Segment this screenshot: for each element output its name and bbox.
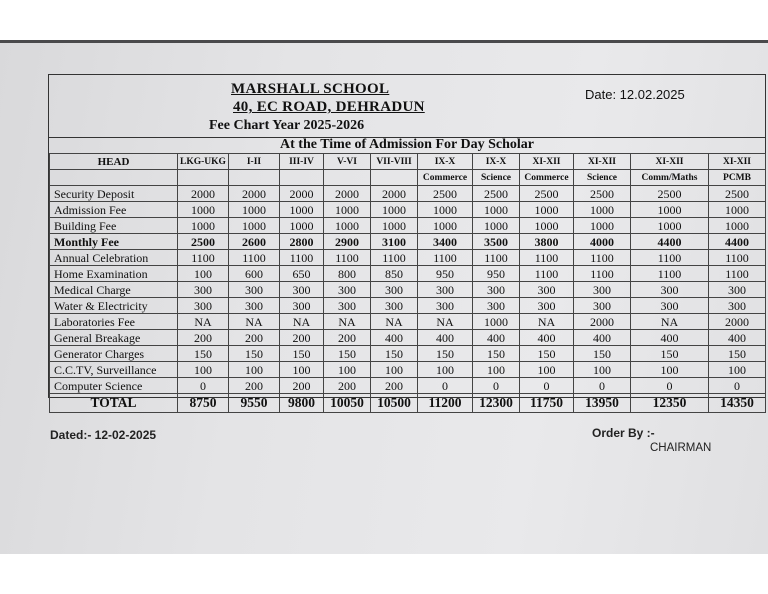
- fee-cell: 100: [631, 362, 709, 378]
- fee-cell: 300: [178, 282, 229, 298]
- fee-cell: 0: [709, 378, 766, 394]
- column-header: LKG-UKG: [178, 154, 229, 170]
- row-label: Home Examination: [50, 266, 178, 282]
- school-address: 40, EC ROAD, DEHRADUN: [233, 99, 425, 115]
- fee-cell: 300: [574, 282, 631, 298]
- fee-cell: 1100: [520, 266, 574, 282]
- dated-footer: Dated:- 12-02-2025: [50, 428, 157, 442]
- paper-top-edge: [0, 40, 768, 43]
- fee-cell: 800: [324, 266, 371, 282]
- fee-cell: 0: [418, 378, 473, 394]
- column-header: V-VI: [324, 154, 371, 170]
- table-row: [50, 250, 766, 266]
- document-date: Date: 12.02.2025: [585, 87, 685, 102]
- fee-cell: 150: [520, 346, 574, 362]
- chairman-signatory: CHAIRMAN: [650, 442, 712, 454]
- fee-cell: 0: [631, 378, 709, 394]
- fee-cell: 300: [280, 282, 324, 298]
- fee-cell: 100: [418, 362, 473, 378]
- fee-cell: 1100: [229, 250, 280, 266]
- fee-cell: 1000: [631, 218, 709, 234]
- row-label: Medical Charge: [50, 282, 178, 298]
- fee-cell: 1000: [520, 218, 574, 234]
- fee-cell: 1000: [280, 218, 324, 234]
- fee-cell: 300: [280, 298, 324, 314]
- column-subheader: Comm/Maths: [631, 170, 709, 186]
- fee-cell: 10500: [371, 394, 418, 413]
- fee-cell: 1000: [229, 202, 280, 218]
- fee-cell: 2000: [574, 314, 631, 330]
- total-row: [50, 394, 766, 413]
- fee-cell: 1000: [371, 202, 418, 218]
- fee-cell: 100: [520, 362, 574, 378]
- fee-cell: 2500: [520, 186, 574, 202]
- document-header: [49, 75, 765, 138]
- fee-cell: 1100: [520, 250, 574, 266]
- fee-cell: 2000: [280, 186, 324, 202]
- column-subheader: [324, 170, 371, 186]
- fee-cell: 8750: [178, 394, 229, 413]
- table-row: [50, 362, 766, 378]
- fee-cell: 2500: [709, 186, 766, 202]
- fee-cell: 300: [178, 298, 229, 314]
- column-subheader-row: [50, 170, 766, 186]
- fee-cell: 300: [709, 282, 766, 298]
- column-subheader: Commerce: [520, 170, 574, 186]
- fee-cell: 1100: [418, 250, 473, 266]
- fee-cell: 2500: [178, 234, 229, 250]
- fee-cell: 100: [229, 362, 280, 378]
- fee-cell: 1000: [473, 314, 520, 330]
- fee-cell: 1100: [324, 250, 371, 266]
- fee-cell: 2000: [371, 186, 418, 202]
- fee-cell: 1000: [520, 202, 574, 218]
- column-subheader: [280, 170, 324, 186]
- fee-cell: 2800: [280, 234, 324, 250]
- fee-cell: 1000: [574, 218, 631, 234]
- bottom-margin: [0, 554, 768, 594]
- fee-cell: 12300: [473, 394, 520, 413]
- fee-cell: 100: [371, 362, 418, 378]
- top-margin: [0, 0, 768, 42]
- column-subheader: Science: [473, 170, 520, 186]
- order-by-label: Order By :-: [592, 426, 655, 440]
- fee-cell: 150: [631, 346, 709, 362]
- fee-cell: 200: [229, 330, 280, 346]
- fee-cell: 2000: [709, 314, 766, 330]
- column-header: I-II: [229, 154, 280, 170]
- fee-cell: 1100: [709, 250, 766, 266]
- fee-cell: 200: [280, 330, 324, 346]
- fee-cell: 1000: [418, 218, 473, 234]
- fee-cell: 400: [371, 330, 418, 346]
- fee-cell: 11200: [418, 394, 473, 413]
- table-row: [50, 298, 766, 314]
- fee-cell: 200: [324, 378, 371, 394]
- fee-cell: 0: [574, 378, 631, 394]
- fee-cell: 1100: [371, 250, 418, 266]
- fee-cell: 9550: [229, 394, 280, 413]
- fee-cell: 3400: [418, 234, 473, 250]
- fee-cell: 100: [178, 266, 229, 282]
- fee-cell: 1000: [324, 218, 371, 234]
- fee-cell: 100: [473, 362, 520, 378]
- column-header: VII-VIII: [371, 154, 418, 170]
- table-row: [50, 282, 766, 298]
- fee-cell: 2900: [324, 234, 371, 250]
- fee-cell: 300: [520, 282, 574, 298]
- fee-cell: 100: [709, 362, 766, 378]
- column-subheader: [178, 170, 229, 186]
- fee-cell: 11750: [520, 394, 574, 413]
- fee-cell: 1000: [280, 202, 324, 218]
- fee-cell: NA: [371, 314, 418, 330]
- fee-cell: 14350: [709, 394, 766, 413]
- column-header: IX-X: [473, 154, 520, 170]
- fee-cell: 300: [709, 298, 766, 314]
- fee-cell: 1000: [473, 218, 520, 234]
- school-name: MARSHALL SCHOOL: [231, 81, 390, 97]
- fee-rows: [50, 186, 766, 413]
- head-column-subheader: [50, 170, 178, 186]
- fee-cell: 300: [324, 282, 371, 298]
- fee-cell: 300: [324, 298, 371, 314]
- fee-cell: 1000: [709, 218, 766, 234]
- fee-cell: 300: [371, 298, 418, 314]
- fee-cell: 1000: [229, 218, 280, 234]
- fee-cell: 1100: [631, 266, 709, 282]
- fee-cell: 2500: [574, 186, 631, 202]
- fee-cell: 1100: [178, 250, 229, 266]
- column-header: XI-XII: [520, 154, 574, 170]
- table-row: [50, 314, 766, 330]
- fee-cell: 0: [178, 378, 229, 394]
- fee-cell: 2500: [418, 186, 473, 202]
- head-column-header: HEAD: [50, 154, 178, 170]
- fee-cell: NA: [520, 314, 574, 330]
- fee-cell: 150: [709, 346, 766, 362]
- row-label: Laboratories Fee: [50, 314, 178, 330]
- fee-cell: 300: [574, 298, 631, 314]
- fee-cell: 100: [574, 362, 631, 378]
- fee-cell: 1100: [574, 266, 631, 282]
- fee-cell: 0: [473, 378, 520, 394]
- fee-cell: 1100: [280, 250, 324, 266]
- column-subheader: Commerce: [418, 170, 473, 186]
- fee-cell: 1000: [473, 202, 520, 218]
- fee-cell: 300: [631, 282, 709, 298]
- fee-cell: 1000: [631, 202, 709, 218]
- fee-cell: 300: [229, 298, 280, 314]
- fee-cell: 1000: [324, 202, 371, 218]
- fee-cell: 100: [280, 362, 324, 378]
- fee-cell: 150: [280, 346, 324, 362]
- fee-cell: NA: [229, 314, 280, 330]
- fee-cell: 4400: [631, 234, 709, 250]
- fee-cell: 650: [280, 266, 324, 282]
- column-header: III-IV: [280, 154, 324, 170]
- row-label: Annual Celebration: [50, 250, 178, 266]
- fee-cell: 300: [229, 282, 280, 298]
- fee-cell: 200: [371, 378, 418, 394]
- fee-cell: 100: [178, 362, 229, 378]
- fee-cell: NA: [178, 314, 229, 330]
- fee-chart-year: Fee Chart Year 2025-2026: [209, 118, 365, 133]
- fee-cell: 150: [324, 346, 371, 362]
- row-label: General Breakage: [50, 330, 178, 346]
- fee-cell: 2600: [229, 234, 280, 250]
- fee-cell: NA: [418, 314, 473, 330]
- fee-cell: 300: [520, 298, 574, 314]
- fee-cell: 200: [229, 378, 280, 394]
- fee-cell: 600: [229, 266, 280, 282]
- table-row: [50, 218, 766, 234]
- fee-cell: 1000: [709, 202, 766, 218]
- table-row: [50, 378, 766, 394]
- fee-cell: 3800: [520, 234, 574, 250]
- fee-cell: 1000: [178, 202, 229, 218]
- column-header: XI-XII: [631, 154, 709, 170]
- row-label: Building Fee: [50, 218, 178, 234]
- fee-cell: 1100: [473, 250, 520, 266]
- fee-cell: 12350: [631, 394, 709, 413]
- fee-cell: 150: [574, 346, 631, 362]
- fee-cell: 950: [473, 266, 520, 282]
- fee-cell: 1100: [574, 250, 631, 266]
- fee-cell: 300: [473, 298, 520, 314]
- row-label: TOTAL: [50, 394, 178, 413]
- row-label: Admission Fee: [50, 202, 178, 218]
- row-label: C.C.TV, Surveillance: [50, 362, 178, 378]
- fee-cell: 300: [631, 298, 709, 314]
- fee-cell: 150: [371, 346, 418, 362]
- fee-cell: 150: [178, 346, 229, 362]
- fee-cell: 0: [520, 378, 574, 394]
- column-subheader: [371, 170, 418, 186]
- fee-cell: 1100: [709, 266, 766, 282]
- fee-cell: 1000: [371, 218, 418, 234]
- fee-cell: 400: [418, 330, 473, 346]
- fee-cell: 150: [418, 346, 473, 362]
- row-label: Computer Science: [50, 378, 178, 394]
- fee-cell: 1000: [178, 218, 229, 234]
- fee-cell: 300: [418, 298, 473, 314]
- fee-cell: 200: [178, 330, 229, 346]
- fee-cell: 2000: [324, 186, 371, 202]
- fee-cell: 400: [709, 330, 766, 346]
- fee-cell: 400: [473, 330, 520, 346]
- fee-cell: 300: [418, 282, 473, 298]
- column-header: XI-XII: [574, 154, 631, 170]
- row-label: Generator Charges: [50, 346, 178, 362]
- table-row: [50, 234, 766, 250]
- fee-cell: 13950: [574, 394, 631, 413]
- column-header: IX-X: [418, 154, 473, 170]
- fee-table: [49, 153, 766, 413]
- fee-cell: 950: [418, 266, 473, 282]
- fee-cell: 150: [229, 346, 280, 362]
- fee-cell: 1000: [574, 202, 631, 218]
- fee-cell: 100: [324, 362, 371, 378]
- fee-cell: NA: [280, 314, 324, 330]
- fee-cell: 2500: [631, 186, 709, 202]
- fee-cell: 3100: [371, 234, 418, 250]
- column-subheader: [229, 170, 280, 186]
- row-label: Water & Electricity: [50, 298, 178, 314]
- fee-cell: NA: [631, 314, 709, 330]
- fee-cell: 9800: [280, 394, 324, 413]
- fee-chart-box: [48, 74, 766, 410]
- table-row: [50, 202, 766, 218]
- table-subtitle: At the Time of Admission For Day Scholar: [49, 137, 765, 154]
- fee-cell: 400: [574, 330, 631, 346]
- fee-cell: 2500: [473, 186, 520, 202]
- fee-cell: 4000: [574, 234, 631, 250]
- fee-cell: 4400: [709, 234, 766, 250]
- fee-cell: 3500: [473, 234, 520, 250]
- fee-cell: 400: [520, 330, 574, 346]
- row-label: Security Deposit: [50, 186, 178, 202]
- fee-cell: 10050: [324, 394, 371, 413]
- fee-cell: 850: [371, 266, 418, 282]
- column-header: XI-XII: [709, 154, 766, 170]
- fee-cell: NA: [324, 314, 371, 330]
- fee-cell: 400: [631, 330, 709, 346]
- row-label: Monthly Fee: [50, 234, 178, 250]
- fee-cell: 1100: [631, 250, 709, 266]
- fee-cell: 150: [473, 346, 520, 362]
- table-row: [50, 330, 766, 346]
- column-subheader: Science: [574, 170, 631, 186]
- column-header-row: [50, 154, 766, 170]
- table-row: [50, 346, 766, 362]
- fee-cell: 300: [371, 282, 418, 298]
- fee-cell: 1000: [418, 202, 473, 218]
- fee-cell: 200: [280, 378, 324, 394]
- fee-cell: 2000: [178, 186, 229, 202]
- fee-cell: 200: [324, 330, 371, 346]
- fee-cell: 300: [473, 282, 520, 298]
- fee-cell: 2000: [229, 186, 280, 202]
- column-subheader: PCMB: [709, 170, 766, 186]
- table-row: [50, 186, 766, 202]
- table-row: [50, 266, 766, 282]
